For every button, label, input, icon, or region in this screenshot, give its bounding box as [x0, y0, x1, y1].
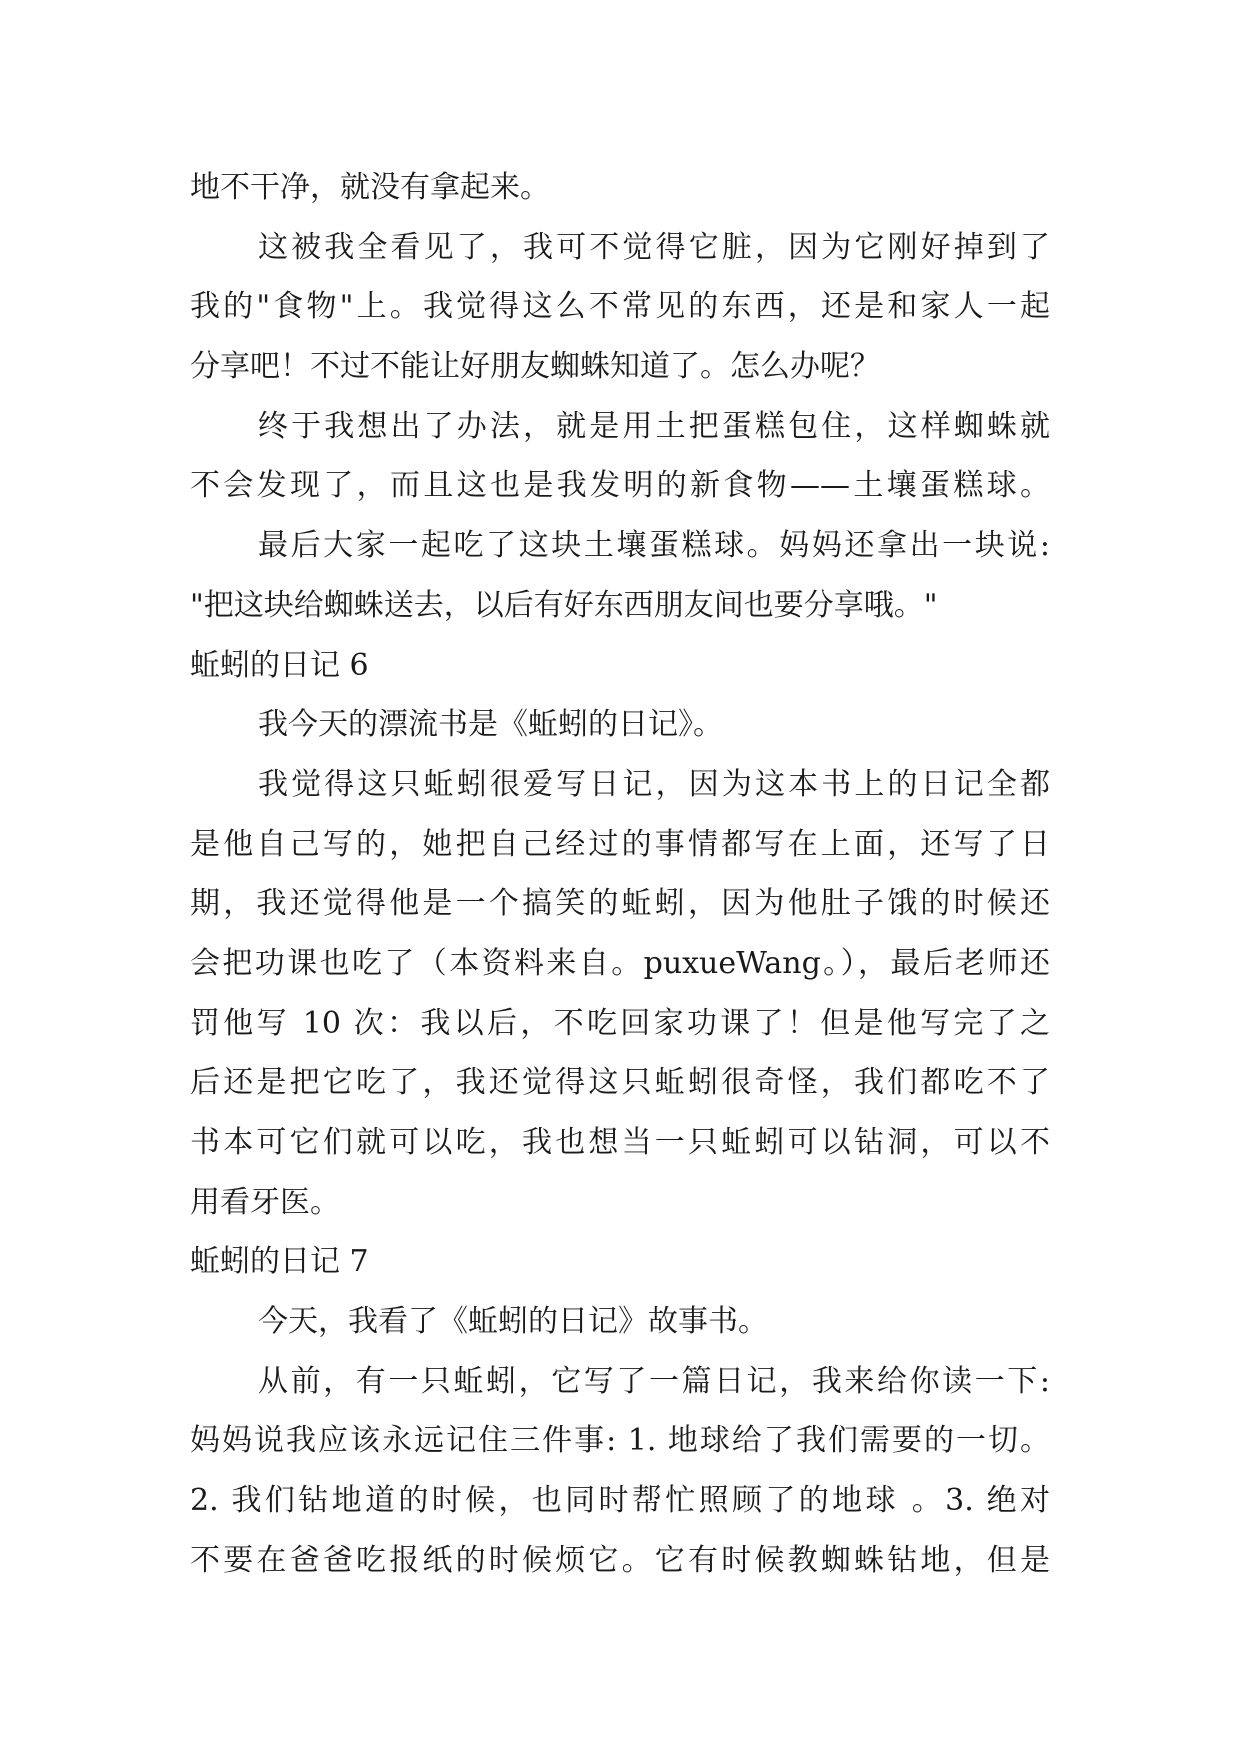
- paragraph-line: 用看牙医。: [190, 1184, 340, 1220]
- document-body: [190, 158, 1050, 1591]
- paragraph-line: 不会发现了，而且这也是我发明的新食物——土壤蛋糕球。: [190, 468, 1050, 504]
- paragraph-line: 终于我想出了办法，就是用土把蛋糕包住，这样蜘蛛就: [258, 408, 1050, 444]
- paragraph-line: 从前，有一只蚯蚓，它写了一篇日记，我来给你读一下:: [258, 1363, 1050, 1399]
- paragraph-line: 会把功课也吃了（本资料来自。puxueWang。），最后老师还: [190, 945, 1050, 981]
- section-heading-6: 蚯蚓的日记 6: [190, 647, 369, 683]
- paragraph-line: 2. 我们钻地道的时候，也同时帮忙照顾了的地球 。3. 绝对: [190, 1483, 1050, 1519]
- paragraph-line: 我的"食物"上。我觉得这么不常见的东西，还是和家人一起: [190, 289, 1050, 325]
- paragraph-line: 罚他写 10 次：我以后，不吃回家功课了！但是他写完了之: [190, 1005, 1050, 1041]
- paragraph-line: 地不干净，就没有拿起来。: [190, 170, 550, 205]
- paragraph-line: 是他自己写的，她把自己经过的事情都写在上面，还写了日: [190, 826, 1050, 862]
- paragraph-line: 这被我全看见了，我可不觉得它脏，因为它刚好掉到了: [258, 229, 1050, 265]
- paragraph-line: 妈妈说我应该永远记住三件事: 1. 地球给了我们需要的一切。: [190, 1423, 1050, 1459]
- paragraph-line: 最后大家一起吃了这块土壤蛋糕球。妈妈还拿出一块说:: [258, 528, 1050, 564]
- paragraph-line: "把这块给蜘蛛送去，以后有好东西朋友间也要分享哦。": [190, 587, 938, 623]
- paragraph-line: 我今天的漂流书是《蚯蚓的日记》。: [258, 707, 723, 743]
- paragraph-line: 后还是把它吃了，我还觉得这只蚯蚓很奇怪，我们都吃不了: [190, 1065, 1050, 1101]
- paragraph-line: 书本可它们就可以吃，我也想当一只蚯蚓可以钻洞，可以不: [190, 1125, 1050, 1160]
- paragraph-line: 期，我还觉得他是一个搞笑的蚯蚓，因为他肚子饿的时候还: [190, 886, 1050, 922]
- paragraph-line: 今天，我看了《蚯蚓的日记》故事书。: [258, 1304, 768, 1340]
- paragraph-line: 不要在爸爸吃报纸的时候烦它。它有时候教蜘蛛钻地，但是: [190, 1542, 1050, 1578]
- paragraph-line: 分享吧！不过不能让好朋友蜘蛛知道了。怎么办呢？: [190, 349, 880, 385]
- section-heading-7: 蚯蚓的日记 7: [190, 1244, 369, 1280]
- paragraph-line: 我觉得这只蚯蚓很爱写日记，因为这本书上的日记全都: [258, 766, 1050, 802]
